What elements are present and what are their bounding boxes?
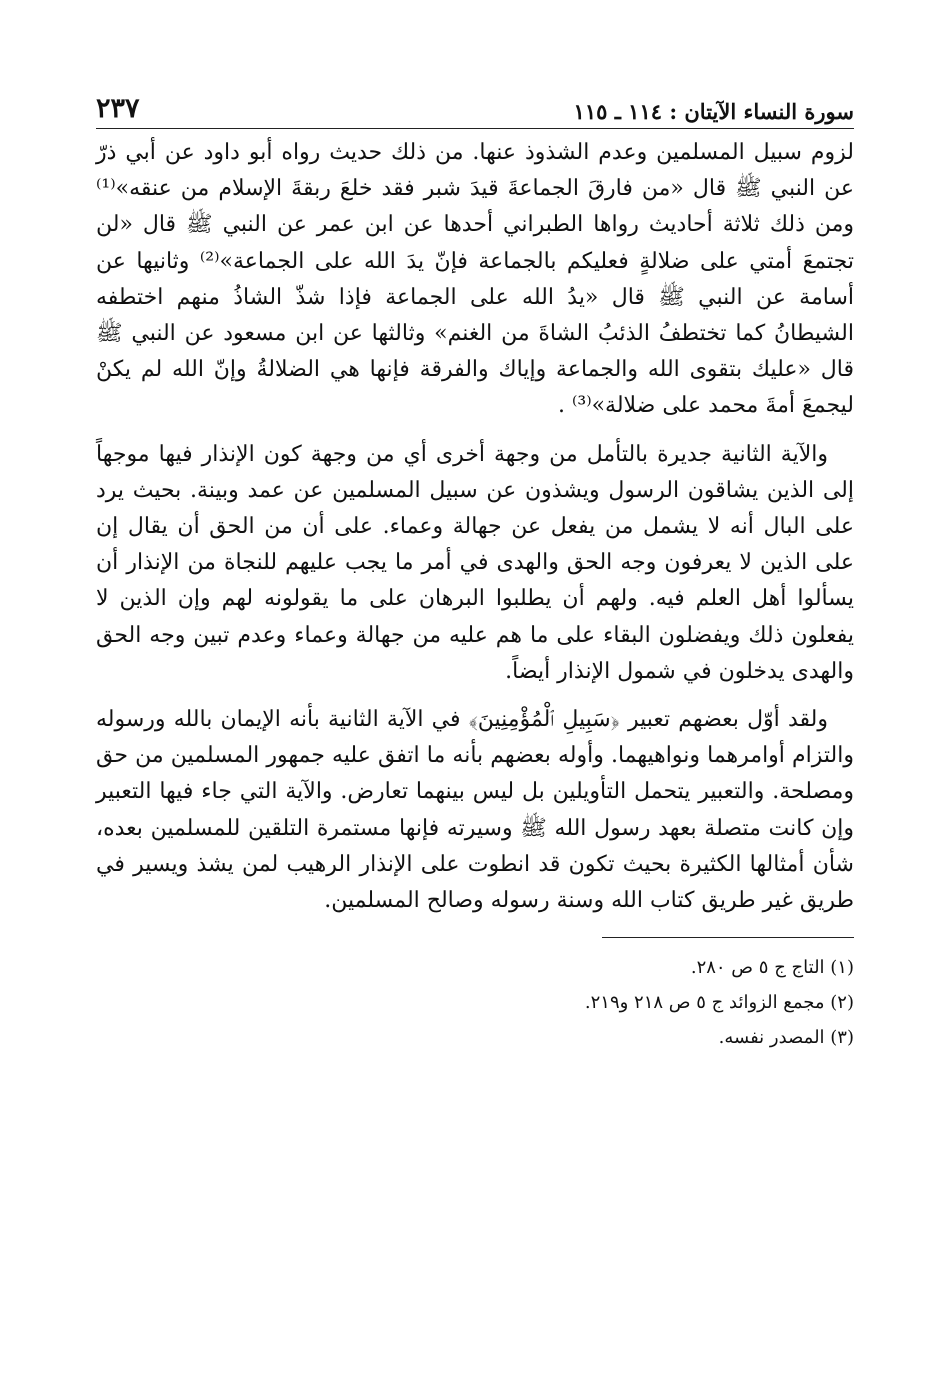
page-header (96, 88, 854, 129)
footnote-separator (602, 937, 854, 938)
footnote-3: (٣) المصدر نفسه. (718, 1027, 854, 1049)
footnotes (96, 950, 854, 1055)
footnote-2: (٢) مجمع الزوائد ج ٥ ص ٢١٨ و٢١٩. (584, 992, 854, 1014)
paragraph-2-text: والآية الثانية جديرة بالتأمل من وجهة أخرى أي من وجهة كون الإنذار فيها موجهاً إلى الذين يشاقون الرسول ويشذون عن سبيل المسلمين عن عمد وبينة. بحيث يرد على البال أنه لا يشمل من يفعل عن جهالة وعماء. على أن من الحق أن يقال إن على الذين لا يعرفون وجه الحق والهدى في أمر ما يجب عليهم للنجاة من الإنذار أن يسألوا أهل العلم فيه. ولهم أن يطلبوا البرهان على ما يقولونه لهم وإن الذين لا يفعلون ذلك ويفضلون البقاء على ما هم عليه من جهالة وعماء وعدم تبين وجه الحق والهدى يدخلون في شمول الإنذار أيضاً. (96, 441, 854, 684)
running-title: سورة النساء الآيتان : ١١٤ ـ ١١٥ (573, 99, 854, 124)
paragraph-1: لزوم سبيل المسلمين وعدم الشذوذ عنها. من ذلك حديث رواه أبو داود عن أبي ذرّ عن النبي ﷺ قال «من فارقَ الجماعةَ قيدَ شبر فقد خلعَ ربقةَ الإسلام من عنقه»⁽¹⁾ ومن ذلك ثلاثة أحاديث رواها الطبراني أحدها عن ابن عمر عن النبي ﷺ قال «لن تجتمعَ أمتي على ضلالةٍ فعليكم بالجماعة فإنّ يدَ الله على الجماعة»⁽²⁾ وثانيها عن أسامة عن النبي ﷺ قال «يدُ الله على الجماعة فإذا شذّ الشاذُ منهم اختطفه الشيطانُ كما تختطفُ الذئبُ الشاةَ من الغنم» وثالثها عن ابن مسعود عن النبي ﷺ قال «عليك بتقوى الله والجماعة وإياك والفرقة فإنها هي الضلالةُ وإنّ الله لم يكنْ ليجمعَ أمةَ محمد على ضلالة»⁽³⁾ . (96, 140, 854, 419)
paragraph-3 (96, 702, 854, 919)
page-body (96, 135, 854, 919)
paragraph-2 (96, 437, 854, 690)
footnote-1: (١) التاج ج ٥ ص ٢٨٠. (690, 957, 854, 979)
page-number: ٢٣٧ (96, 93, 140, 124)
paragraph-3-text: ولقد أوّل بعضهم تعبير ﴿سَبِيلِ ٱلْمُؤْمِنِينَ﴾ في الآية الثانية بأنه الإيمان بالله ورسوله والتزام أوامرهما ونواهيهما. وأوله بعضهم بأنه ما اتفق عليه جمهور المسلمين من حق ومصلحة. والتعبير يتحمل التأويلين بل ليس بينهما تعارض. والآية التي جاء فيها التعبير وإن كانت متصلة بعهد رسول الله ﷺ وسيرته فإنها مستمرة التلقين للمسلمين بعده، شأن أمثالها الكثيرة بحيث تكون قد انطوت على الإنذار الرهيب لمن يشذ ويسير في طريق غير طريق كتاب الله وسنة رسوله وصالح المسلمين. (96, 707, 854, 914)
